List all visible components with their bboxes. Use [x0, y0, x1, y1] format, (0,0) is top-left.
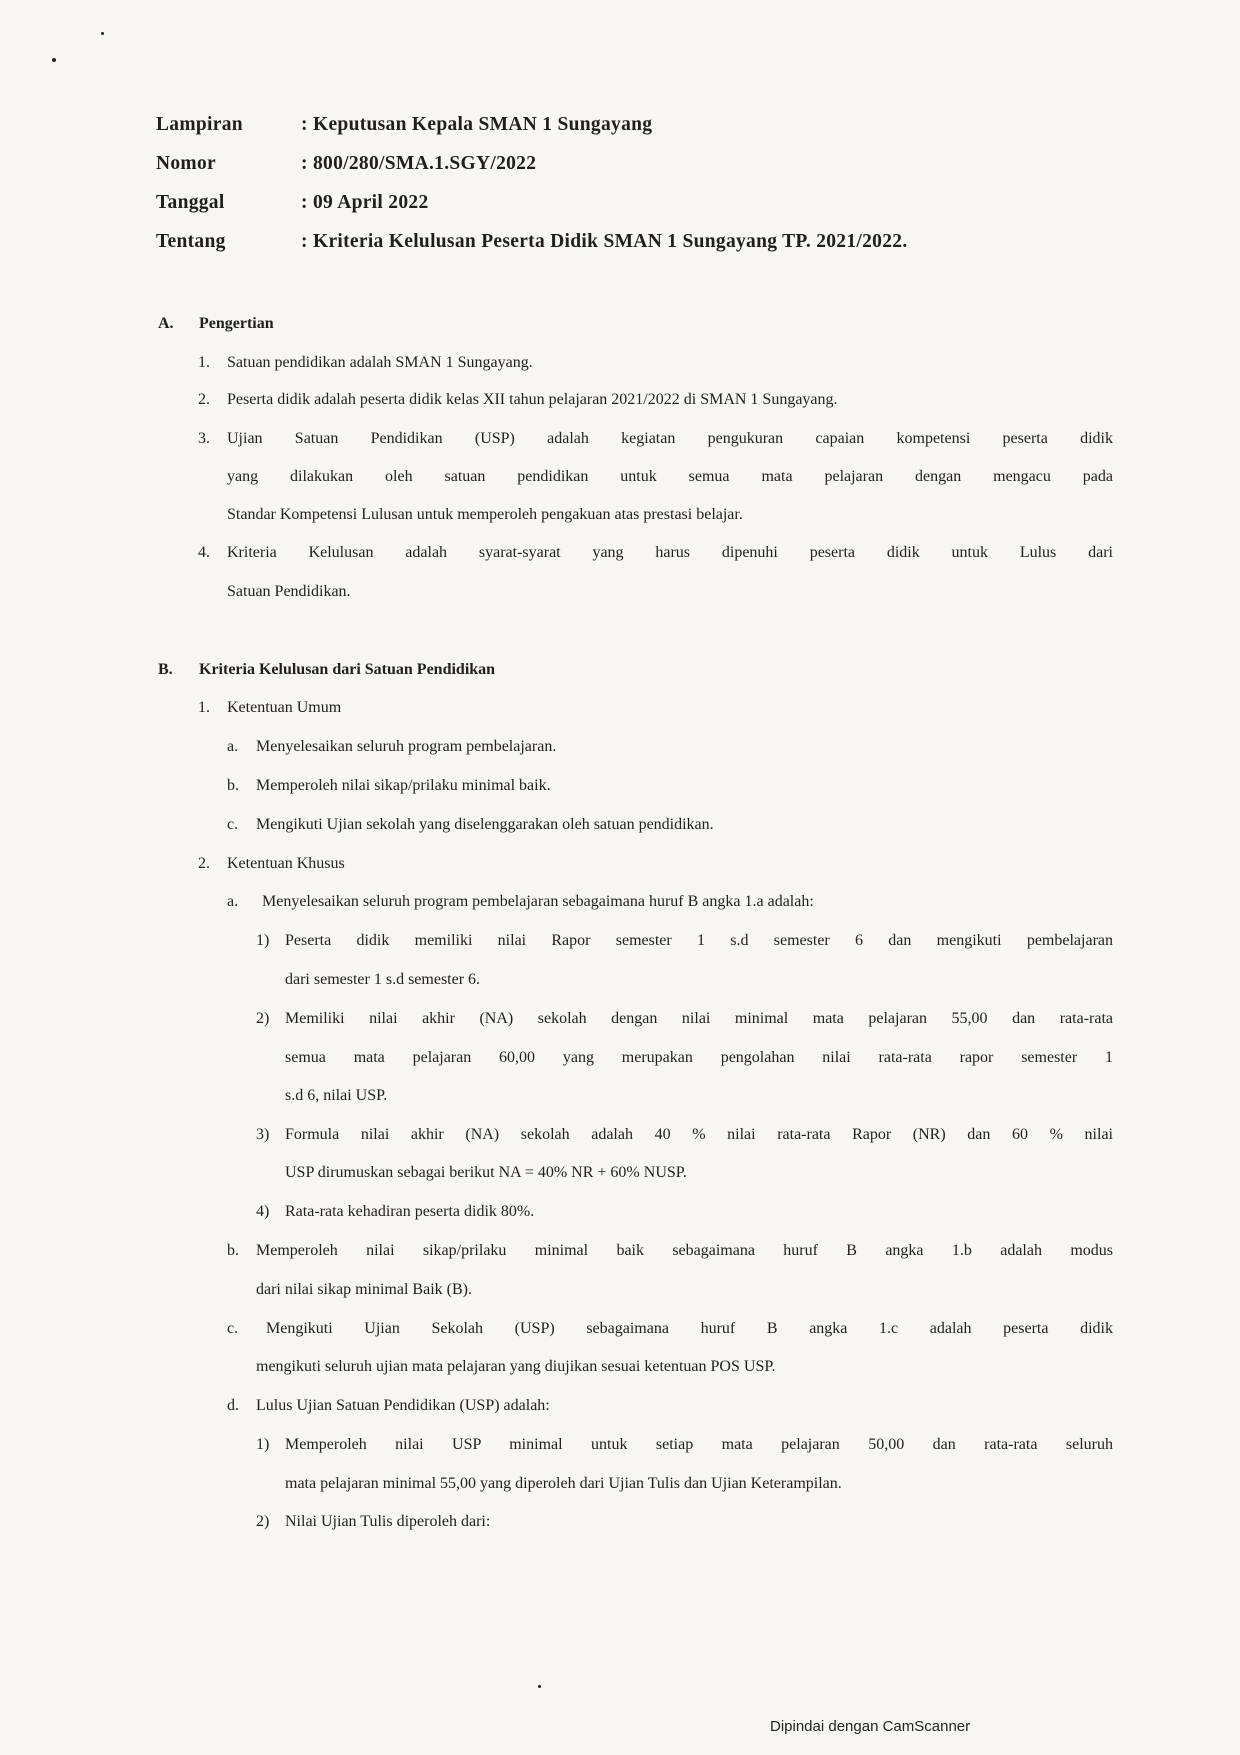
list-item-text: Satuan pendidikan adalah SMAN 1 Sungayang.: [227, 354, 533, 371]
scan-speck: [52, 58, 56, 62]
scan-speck: [538, 1685, 541, 1688]
list-item-text: s.d 6, nilai USP.: [285, 1087, 388, 1104]
list-item-text: dari semester 1 s.d semester 6.: [285, 971, 481, 988]
scan-speck: [101, 32, 104, 35]
header-row-tentang: Tentang : Kriteria Kelulusan Peserta Didik SMAN 1 Sungayang TP. 2021/2022.: [156, 231, 908, 252]
header-label: Lampiran: [156, 114, 243, 135]
list-letter: b.: [227, 777, 239, 794]
header-value: Keputusan Kepala SMAN 1 Sungayang: [313, 114, 653, 135]
list-item-text: mata pelajaran minimal 55,00 yang diperoleh dari Ujian Tulis dan Ujian Keterampilan.: [285, 1475, 842, 1492]
list-letter: b.: [227, 1242, 239, 1259]
document-header: [156, 114, 1156, 270]
list-item-text: Satuan Pendidikan.: [227, 583, 351, 600]
list-number: 3.: [198, 430, 210, 447]
list-subnumber: 2): [256, 1010, 270, 1027]
list-item-text: Lulus Ujian Satuan Pendidikan (USP) adalah:: [256, 1397, 550, 1414]
header-label: Tanggal: [156, 192, 225, 213]
list-item-text: Ujian Satuan Pendidikan (USP) adalah kegiatan pengukuran capaian kompetensi peserta didik: [227, 430, 1113, 447]
subsection-title: Ketentuan Khusus: [227, 855, 345, 872]
list-item-text: Rata-rata kehadiran peserta didik 80%.: [285, 1203, 535, 1220]
list-subnumber: 1): [256, 932, 270, 949]
list-subnumber: 1): [256, 1436, 270, 1453]
list-subnumber: 2): [256, 1513, 270, 1530]
list-item-text: semua mata pelajaran 60,00 yang merupakan pengolahan nilai rata-rata rapor semester 1: [285, 1049, 1113, 1066]
list-letter: d.: [227, 1397, 239, 1414]
header-value: 09 April 2022: [313, 192, 429, 213]
list-number: 1.: [198, 354, 210, 371]
list-item-text: Memiliki nilai akhir (NA) sekolah dengan nilai minimal mata pelajaran 55,00 dan rata-rata: [285, 1010, 1113, 1027]
section-a-marker: A.: [158, 315, 174, 332]
section-b-marker: B.: [158, 661, 173, 678]
list-item-text: USP dirumuskan sebagai berikut NA = 40% NR + 60% NUSP.: [285, 1164, 687, 1181]
list-item-text: Formula nilai akhir (NA) sekolah adalah 40 % nilai rata-rata Rapor (NR) dan 60 % nilai: [285, 1126, 1113, 1143]
list-item-text: mengikuti seluruh ujian mata pelajaran yang diujikan sesuai ketentuan POS USP.: [256, 1358, 776, 1375]
header-row-tanggal: Tanggal : 09 April 2022: [156, 192, 429, 213]
subsection-title: Ketentuan Umum: [227, 699, 342, 716]
list-item-text: Memperoleh nilai USP minimal untuk setiap mata pelajaran 50,00 dan rata-rata seluruh: [285, 1436, 1113, 1453]
list-item-text: dari nilai sikap minimal Baik (B).: [256, 1281, 472, 1298]
list-letter: a.: [227, 738, 239, 755]
header-label: Tentang: [156, 231, 226, 252]
list-item-text: Nilai Ujian Tulis diperoleh dari:: [285, 1513, 491, 1530]
list-item-text: Mengikuti Ujian Sekolah (USP) sebagaimana huruf B angka 1.c adalah peserta didik: [266, 1320, 1113, 1337]
list-item-text: yang dilakukan oleh satuan pendidikan untuk semua mata pelajaran dengan mengacu pada: [227, 468, 1113, 485]
list-item-text: Mengikuti Ujian sekolah yang diselenggarakan oleh satuan pendidikan.: [256, 816, 714, 833]
list-subnumber: 3): [256, 1126, 270, 1143]
list-number: 2.: [198, 855, 210, 872]
list-number: 1.: [198, 699, 210, 716]
list-letter: a.: [227, 893, 239, 910]
list-number: 2.: [198, 391, 210, 408]
header-row-lampiran: Lampiran : Keputusan Kepala SMAN 1 Sungayang: [156, 114, 653, 135]
list-letter: c.: [227, 1320, 239, 1337]
list-item-text: Peserta didik memiliki nilai Rapor semester 1 s.d semester 6 dan mengikuti pembelajaran: [285, 932, 1113, 949]
list-letter: c.: [227, 816, 239, 833]
list-item-text: Memperoleh nilai sikap/prilaku minimal baik sebagaimana huruf B angka 1.b adalah modus: [256, 1242, 1113, 1259]
list-item-text: Kriteria Kelulusan adalah syarat-syarat yang harus dipenuhi peserta didik untuk Lulus dari: [227, 544, 1113, 561]
scanner-watermark: Dipindai dengan CamScanner: [770, 1718, 971, 1735]
list-item-text: Peserta didik adalah peserta didik kelas XII tahun pelajaran 2021/2022 di SMAN 1 Sungayang.: [227, 391, 838, 408]
list-subnumber: 4): [256, 1203, 270, 1220]
section-b-title: Kriteria Kelulusan dari Satuan Pendidikan: [199, 661, 496, 678]
list-item-text: Standar Kompetensi Lulusan untuk memperoleh pengakuan atas prestasi belajar.: [227, 506, 743, 523]
header-value: Kriteria Kelulusan Peserta Didik SMAN 1 Sungayang TP. 2021/2022.: [313, 231, 908, 252]
list-item-text: Menyelesaikan seluruh program pembelajaran.: [256, 738, 557, 755]
header-row-nomor: Nomor : 800/280/SMA.1.SGY/2022: [156, 153, 537, 174]
list-number: 4.: [198, 544, 210, 561]
header-value: 800/280/SMA.1.SGY/2022: [313, 153, 537, 174]
list-item-text: Menyelesaikan seluruh program pembelajaran sebagaimana huruf B angka 1.a adalah:: [262, 893, 814, 910]
header-label: Nomor: [156, 153, 216, 174]
list-item-text: Memperoleh nilai sikap/prilaku minimal baik.: [256, 777, 551, 794]
section-a-title: Pengertian: [199, 315, 274, 332]
